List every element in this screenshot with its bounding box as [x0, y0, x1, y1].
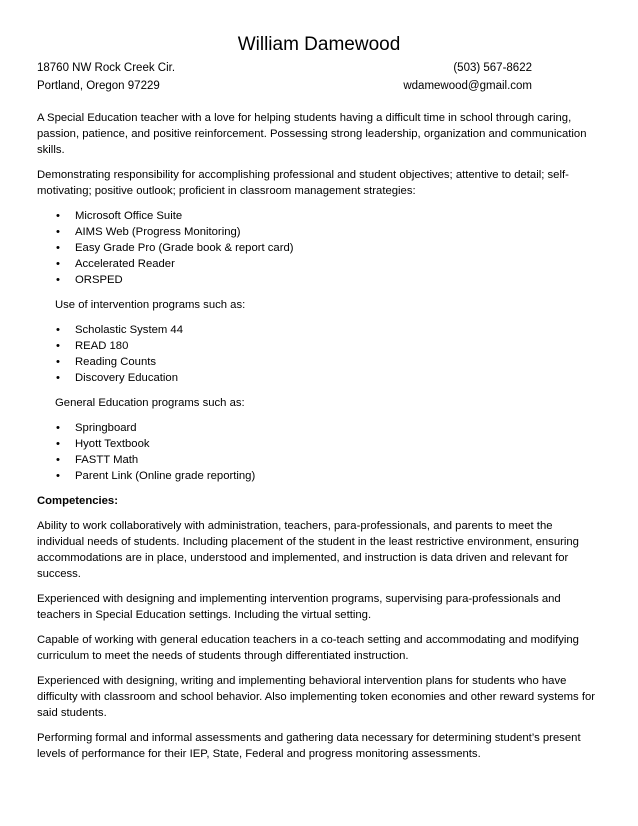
list-item: • Reading Counts [37, 354, 597, 370]
list-item: • Parent Link (Online grade reporting) [37, 468, 597, 484]
list-item: • Accelerated Reader [37, 256, 597, 272]
summary-paragraph: A Special Education teacher with a love for helping students having a difficult time in school through caring, passion, patience, and positive reinforcement. Possessing strong leadership, organization and communication skills. [37, 112, 587, 156]
list-item: • AIMS Web (Progress Monitoring) [37, 224, 597, 240]
resume-name: William Damewood [237, 34, 401, 55]
competency-paragraph: Experienced with designing and implementing intervention programs, supervising para-professionals and teachers in Special Education settings. Including the virtual setting. [37, 593, 561, 621]
phone-number: (503) 567-8622 [453, 62, 532, 74]
resume-body [37, 110, 597, 771]
competency-paragraph: Experienced with designing, writing and implementing behavioral intervention plans for students who have difficulty with classroom and school behavior. Also implementing token economies and other reward systems for said students. [37, 675, 596, 719]
list-item: • FASTT Math [37, 452, 597, 468]
intervention-intro: Use of intervention programs such as: [55, 299, 246, 311]
competency-paragraph: Capable of working with general education teachers in a co-teach setting and accommodating and modifying curriculum to meet the needs of students through differentiated instruction. [37, 634, 579, 662]
competency-paragraph: Performing formal and informal assessments and gathering data necessary for determining student’s present levels of performance for their IEP, State, Federal and progress monitoring assessments. [37, 732, 581, 760]
list-item: • Springboard [37, 420, 597, 436]
list-item: • Microsoft Office Suite [37, 208, 597, 224]
list-item: • Hyott Textbook [37, 436, 597, 452]
email-address: wdamewood@gmail.com [403, 80, 532, 92]
address-line-1: 18760 NW Rock Creek Cir. [37, 62, 176, 74]
contact-details [403, 59, 532, 95]
contact-address [37, 59, 175, 95]
competency-paragraph: Ability to work collaboratively with administration, teachers, para-professionals, and parents to meet the individual needs of students. Including placement of the student in the least restrictive environment, ensuring accommodations are in place, understood and implemented, and instruction is data driven and relevant for success. [37, 520, 579, 580]
list-item: • Scholastic System 44 [37, 322, 597, 338]
list-item: • READ 180 [37, 338, 597, 354]
address-line-2: Portland, Oregon 97229 [37, 80, 160, 92]
intervention-list [37, 322, 597, 386]
gened-list [37, 420, 597, 484]
software-list [37, 208, 597, 288]
list-item: • Discovery Education [37, 370, 597, 386]
competencies-heading: Competencies: [37, 495, 118, 507]
gened-intro: General Education programs such as: [55, 397, 245, 409]
traits-paragraph: Demonstrating responsibility for accomplishing professional and student objectives; attentive to detail; self-motivating; positive outlook; proficient in classroom management strategies: [37, 169, 569, 197]
list-item: • Easy Grade Pro (Grade book & report card) [37, 240, 597, 256]
list-item: • ORSPED [37, 272, 597, 288]
